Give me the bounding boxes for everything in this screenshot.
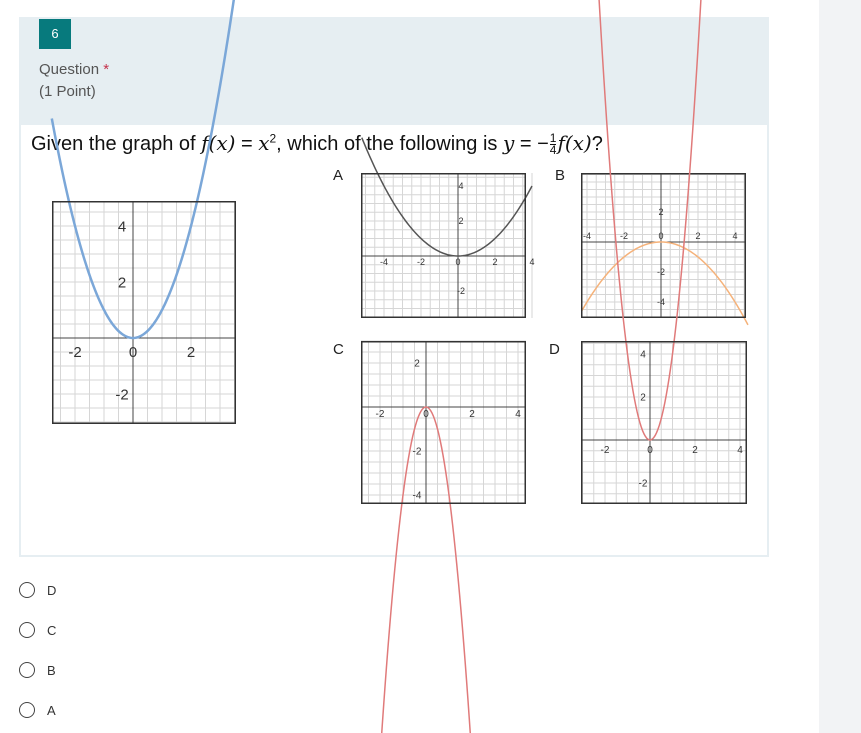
fraction-numerator: 1 bbox=[549, 131, 557, 146]
choice-d[interactable] bbox=[19, 578, 56, 602]
x-tick-label: 2 bbox=[692, 445, 698, 456]
y-tick-label: -4 bbox=[656, 297, 666, 308]
x-tick-label: -2 bbox=[68, 344, 82, 361]
question-text-eq2: = bbox=[514, 133, 538, 155]
question-text-fraction bbox=[550, 133, 557, 156]
graph-border bbox=[362, 342, 526, 504]
y-tick-label: -2 bbox=[656, 267, 666, 278]
question-text-exp: 2 bbox=[269, 131, 277, 146]
question-text bbox=[31, 131, 603, 156]
y-tick-label: 4 bbox=[117, 218, 127, 236]
graph-border bbox=[582, 174, 746, 318]
question-points: (1 Point) bbox=[39, 83, 96, 100]
y-tick-label: -4 bbox=[412, 490, 422, 502]
question-text-y: y bbox=[502, 131, 515, 155]
x-tick-label: -4 bbox=[582, 231, 592, 241]
x-tick-label: 0 bbox=[128, 344, 138, 361]
question-text-eq1: = bbox=[235, 133, 259, 155]
question-card bbox=[19, 17, 769, 557]
x-tick-label: -2 bbox=[416, 257, 426, 267]
x-tick-label: 0 bbox=[647, 445, 653, 456]
option-letter-c: C bbox=[333, 341, 344, 358]
graph-border bbox=[582, 342, 747, 504]
required-asterisk: * bbox=[103, 61, 110, 78]
y-tick-label: -2 bbox=[412, 446, 422, 458]
graph-option-d bbox=[581, 341, 747, 504]
question-text-prefix: Given the graph of bbox=[31, 133, 202, 155]
option-letter-a: A bbox=[333, 167, 344, 184]
choice-label: A bbox=[47, 702, 56, 718]
choice-a[interactable] bbox=[19, 698, 56, 722]
y-tick-label: 4 bbox=[458, 181, 464, 192]
y-tick-label: -2 bbox=[456, 286, 466, 297]
fraction-denominator: 4 bbox=[549, 143, 557, 158]
right-side-panel bbox=[819, 0, 861, 733]
radio-button[interactable] bbox=[19, 622, 35, 638]
x-tick-label: -2 bbox=[619, 231, 629, 241]
question-number-badge: 6 bbox=[39, 19, 71, 49]
question-image bbox=[21, 125, 767, 555]
question-text-end: ? bbox=[591, 133, 603, 155]
x-tick-label: 4 bbox=[732, 231, 738, 241]
choice-label: D bbox=[47, 582, 57, 598]
x-tick-label: 2 bbox=[695, 231, 701, 241]
y-tick-label: 2 bbox=[414, 358, 420, 370]
question-text-mid: , which of the following is bbox=[276, 133, 503, 155]
radio-button[interactable] bbox=[19, 702, 35, 718]
y-tick-label: 4 bbox=[640, 349, 646, 361]
x-tick-label: -4 bbox=[379, 257, 389, 267]
y-tick-label: -2 bbox=[115, 386, 129, 404]
question-label-text: Question bbox=[39, 61, 100, 78]
choice-label: C bbox=[47, 622, 57, 638]
x-tick-label: 0 bbox=[658, 231, 664, 241]
x-tick-label: 0 bbox=[455, 257, 461, 267]
question-label bbox=[39, 61, 109, 78]
radio-button[interactable] bbox=[19, 582, 35, 598]
graph-option-b bbox=[581, 173, 746, 318]
x-tick-label: -2 bbox=[600, 445, 610, 456]
x-tick-label: 4 bbox=[515, 409, 521, 420]
radio-button[interactable] bbox=[19, 662, 35, 678]
parabola-curve bbox=[362, 407, 528, 733]
choice-label: B bbox=[47, 662, 56, 678]
graph-original bbox=[52, 201, 236, 424]
choice-b[interactable] bbox=[19, 658, 56, 682]
y-tick-label: 2 bbox=[458, 216, 464, 227]
x-tick-label: 2 bbox=[469, 409, 475, 420]
question-text-fx: f(x) bbox=[201, 131, 236, 155]
x-tick-label: 2 bbox=[492, 257, 498, 267]
x-tick-label: 4 bbox=[529, 257, 535, 267]
choice-c[interactable] bbox=[19, 618, 56, 642]
option-letter-b: B bbox=[555, 167, 566, 184]
x-tick-label: 0 bbox=[423, 409, 429, 420]
graph-border bbox=[53, 202, 236, 424]
question-text-fx2: f(x) bbox=[557, 131, 592, 155]
x-tick-label: -2 bbox=[375, 409, 385, 420]
y-tick-label: -2 bbox=[638, 478, 648, 490]
option-letter-d: D bbox=[549, 341, 560, 358]
y-tick-label: 2 bbox=[640, 392, 646, 404]
parabola-curve bbox=[52, 0, 238, 338]
parabola-curve bbox=[581, 242, 748, 325]
x-tick-label: 4 bbox=[737, 445, 743, 456]
y-tick-label: 2 bbox=[658, 207, 664, 218]
x-tick-label: 2 bbox=[186, 344, 196, 361]
graph-option-c bbox=[361, 341, 526, 504]
graph-border bbox=[362, 174, 526, 318]
question-text-neg: − bbox=[537, 133, 549, 155]
graph-option-a bbox=[361, 173, 535, 318]
question-text-x: x bbox=[258, 131, 270, 155]
y-tick-label: 2 bbox=[117, 274, 127, 292]
